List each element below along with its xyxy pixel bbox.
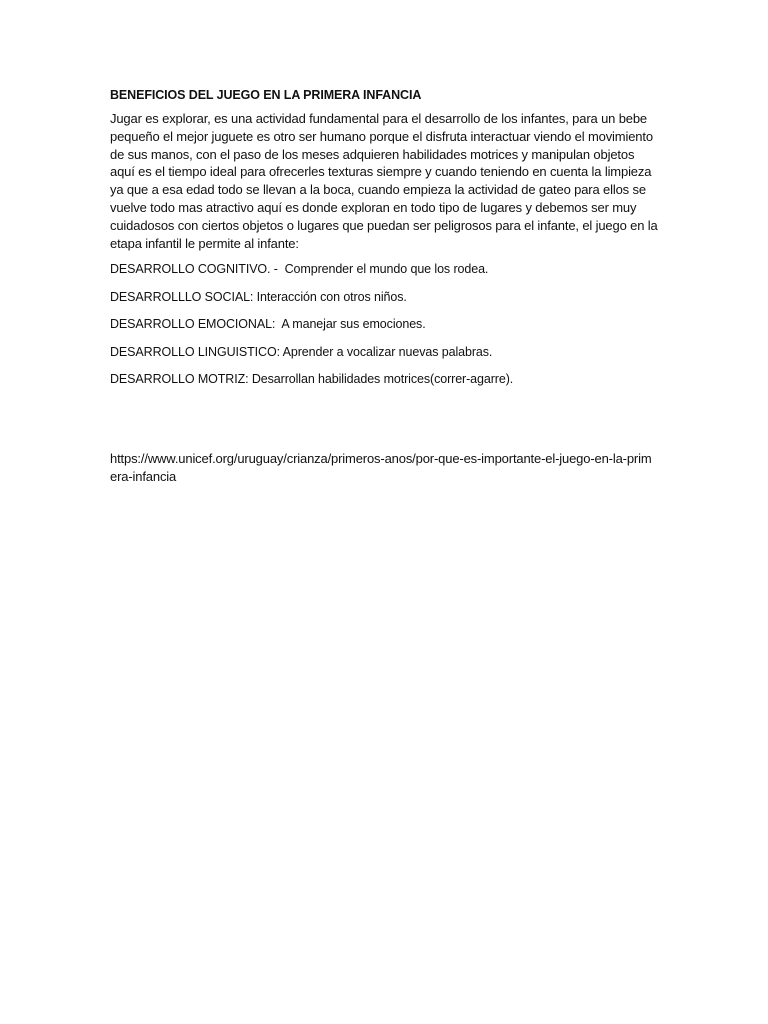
benefit-heading: DESARROLLO EMOCIONAL:	[110, 317, 276, 332]
benefit-text: A manejar sus emociones.	[275, 317, 426, 332]
document-body	[110, 87, 660, 486]
benefit-text: Desarrollan habilidades motrices(correr-agarre).	[248, 372, 514, 387]
benefit-motriz	[110, 371, 660, 388]
benefit-text: Interacción con otros niños.	[253, 289, 407, 304]
benefit-heading: DESARROLLLO SOCIAL:	[110, 289, 254, 304]
intro-paragraph: Jugar es explorar, es una actividad fundamental para el desarrollo de los infantes, para un bebe pequeño el mejor juguete es otro ser humano porque el disfruta interactuar viendo el movimiento de sus manos, con el paso de los meses adquieren habilidades motrices y manipulan objetos aquí es el tiempo ideal para ofrecerles texturas siempre y cuando teniendo en cuenta la limpieza ya que a esa edad todo se llevan a la boca, cuando empieza la actividad de gateo para ellos se vuelve todo mas atractivo aquí es donde exploran en todo tipo de lugares y debemos ser muy cuidadosos con ciertos objetos o lugares que puedan ser peligrosos para el infante, el juego en la etapa infantil le permite al infante:	[110, 111, 658, 251]
source-url[interactable]: https://www.unicef.org/uruguay/crianza/primeros-anos/por-que-es-importante-el-juego-en-la-primera-infancia	[110, 451, 652, 485]
benefit-linguistico	[110, 344, 660, 361]
benefit-text: Comprender el mundo que los rodea.	[277, 262, 489, 277]
benefit-heading: DESARROLLO COGNITIVO. -	[110, 262, 278, 277]
benefit-cognitivo	[110, 261, 660, 278]
benefit-emocional	[110, 316, 660, 333]
benefit-text: Aprender a vocalizar nuevas palabras.	[279, 344, 493, 359]
benefit-heading: DESARROLLO MOTRIZ:	[110, 372, 249, 387]
benefit-heading: DESARROLLO LINGUISTICO:	[110, 344, 280, 359]
document-title: BENEFICIOS DEL JUEGO EN LA PRIMERA INFANCIA	[110, 88, 422, 102]
benefit-social	[110, 289, 660, 306]
